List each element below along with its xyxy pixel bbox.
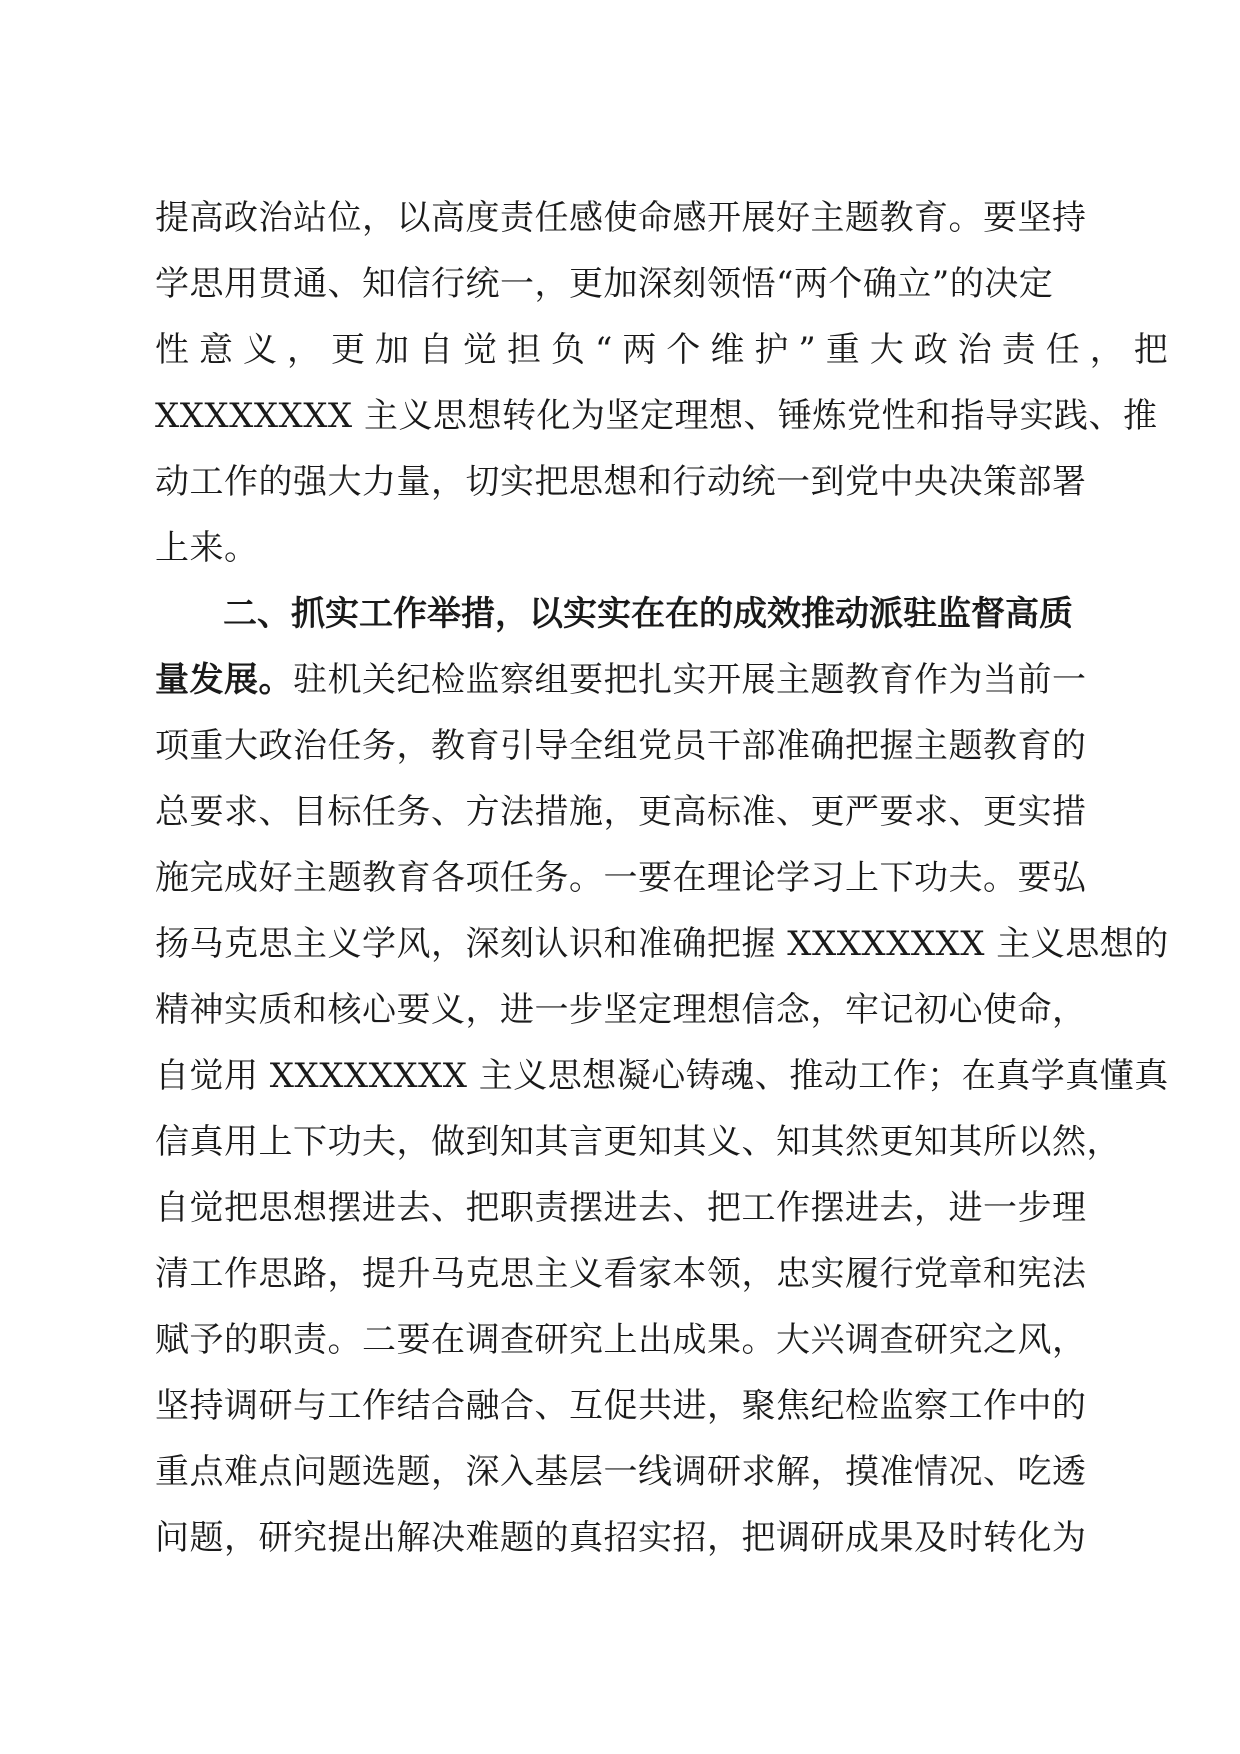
- paragraph-line: 问题，研究提出解决难题的真招实招，把调研成果及时转化为: [155, 1518, 1087, 1558]
- section-heading-end: 量发展。: [155, 660, 293, 700]
- paragraph-line: 性意义，更加自觉担负“两个维护”重大政治责任，把: [155, 330, 1178, 370]
- paragraph-text: 驻机关纪检监察组要把扎实开展主题教育作为当前一: [293, 660, 1087, 700]
- paragraph-line: 项重大政治任务，教育引导全组党员干部准确把握主题教育的: [155, 726, 1087, 766]
- paragraph-line: 赋予的职责。二要在调查研究上出成果。大兴调查研究之风，: [155, 1320, 1087, 1360]
- paragraph-line: XXXXXXXX 主义思想转化为坚定理想、锤炼党性和指导实践、推: [155, 396, 1158, 436]
- paragraph-line: 扬马克思主义学风，深刻认识和准确把握 XXXXXXXX 主义思想的: [155, 924, 1169, 964]
- paragraph-line: 提高政治站位，以高度责任感使命感开展好主题教育。要坚持: [155, 198, 1087, 238]
- paragraph-line: 信真用上下功夫，做到知其言更知其义、知其然更知其所以然，: [155, 1122, 1121, 1162]
- paragraph-line: 总要求、目标任务、方法措施，更高标准、更严要求、更实措: [155, 792, 1087, 832]
- paragraph-line: 自觉用 XXXXXXXX 主义思想凝心铸魂、推动工作；在真学真懂真: [155, 1056, 1169, 1096]
- paragraph-line: 动工作的强大力量，切实把思想和行动统一到党中央决策部署: [155, 462, 1087, 502]
- paragraph-line: [155, 647, 1087, 713]
- paragraph-line: 清工作思路，提升马克思主义看家本领，忠实履行党章和宪法: [155, 1254, 1087, 1294]
- document-body: [155, 185, 1178, 1571]
- paragraph-line: 施完成好主题教育各项任务。一要在理论学习上下功夫。要弘: [155, 858, 1087, 898]
- paragraph-line: 坚持调研与工作结合融合、互促共进，聚焦纪检监察工作中的: [155, 1386, 1087, 1426]
- paragraph-line: 重点难点问题选题，深入基层一线调研求解，摸准情况、吃透: [155, 1452, 1087, 1492]
- section-heading: 二、抓实工作举措，以实实在在的成效推动派驻监督高质: [223, 594, 1073, 634]
- paragraph-line: 上来。: [155, 528, 259, 568]
- paragraph-line: 学思用贯通、知信行统一，更加深刻领悟“两个确立”的决定: [155, 264, 1054, 304]
- paragraph-line: 自觉把思想摆进去、把职责摆进去、把工作摆进去，进一步理: [155, 1188, 1087, 1228]
- paragraph-line: 精神实质和核心要义，进一步坚定理想信念，牢记初心使命，: [155, 990, 1087, 1030]
